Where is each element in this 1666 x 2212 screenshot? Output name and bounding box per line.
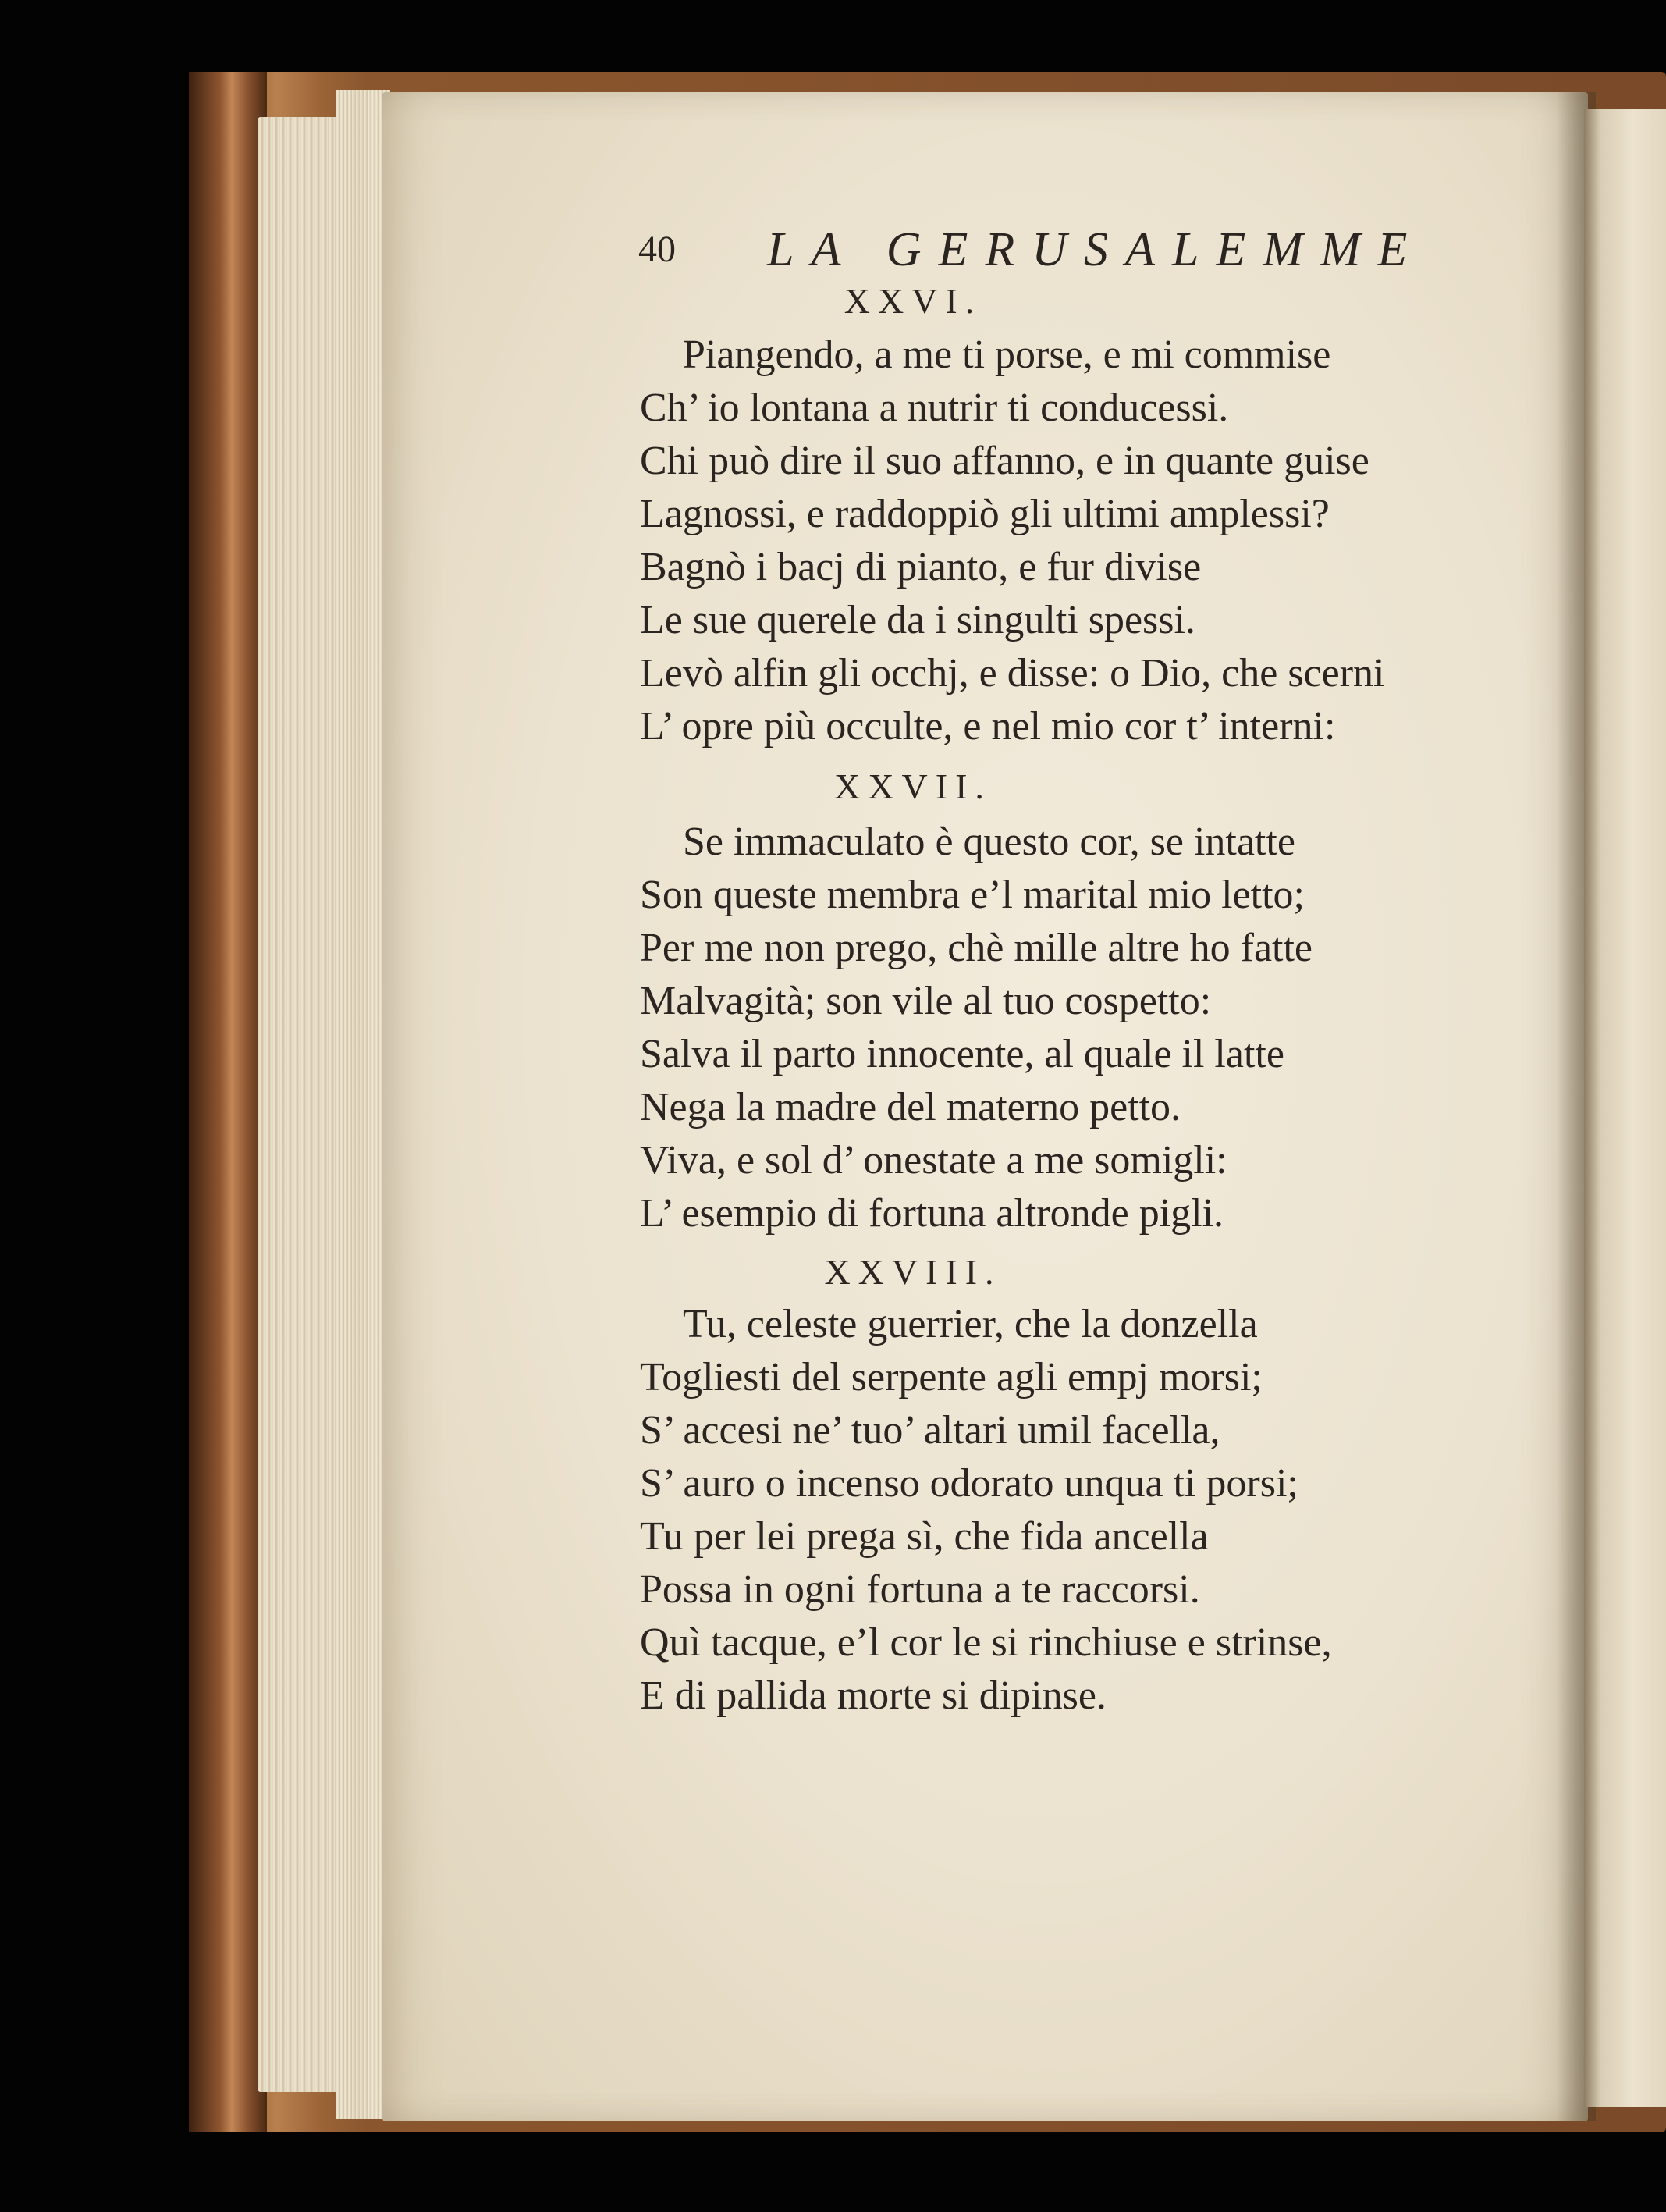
verse-line: Salva il parto innocente, al quale il latte <box>640 1032 1284 1076</box>
verse-line: Le sue querele da i singulti spessi. <box>640 598 1195 642</box>
stanza-number: XXVII. <box>834 766 992 806</box>
running-title: LA GERUSALEMME <box>767 223 1425 276</box>
verse-line: Viva, e sol d’ onestate a me somigli: <box>640 1138 1227 1182</box>
verse-line: Togliesti del serpente agli empj morsi; <box>640 1355 1263 1399</box>
verse-line: Chi può dire il suo affanno, e in quante guise <box>640 439 1369 483</box>
verse-line: Piangendo, a me ti porse, e mi commise <box>683 333 1331 377</box>
verse-line: Possa in ogni fortuna a te raccorsi. <box>640 1567 1200 1612</box>
verse-line: Ch’ io lontana a nutrir ti conducessi. <box>640 386 1229 430</box>
verse-line: L’ esempio di fortuna altronde pigli. <box>640 1191 1224 1236</box>
verse-line: Malvagità; son vile al tuo cospetto: <box>640 979 1212 1023</box>
verse-line: S’ accesi ne’ tuo’ altari umil facella, <box>640 1408 1220 1453</box>
verse-line: L’ opre più occulte, e nel mio cor t’ interni: <box>640 704 1336 749</box>
page-number: 40 <box>638 229 676 270</box>
verse-line: Levò alfin gli occhj, e disse: o Dio, che scerni <box>640 651 1385 695</box>
verse-line: Son queste membra e’l marital mio letto; <box>640 873 1305 917</box>
verse-line: Per me non prego, chè mille altre ho fatte <box>640 926 1313 970</box>
verse-line: Se immaculato è questo cor, se intatte <box>683 820 1295 864</box>
stanza-number: XXVIII. <box>824 1252 1002 1292</box>
verse-line: E di pallida morte si dipinse. <box>640 1673 1107 1718</box>
verse-line: Tu, celeste guerrier, che la donzella <box>683 1302 1258 1346</box>
verse-line: Quì tacque, e’l cor le si rinchiuse e strinse, <box>640 1620 1332 1665</box>
stanza-number: XXVI. <box>844 281 982 321</box>
verse-line: S’ auro o incenso odorato unqua ti porsi; <box>640 1461 1298 1506</box>
verse-line: Tu per lei prega sì, che fida ancella <box>640 1514 1209 1559</box>
verse-line: Bagnò i bacj di pianto, e fur divise <box>640 545 1202 589</box>
verse-line: Lagnossi, e raddoppiò gli ultimi amplessi? <box>640 492 1330 536</box>
page-header <box>638 219 1425 281</box>
verse-line: Nega la madre del materno petto. <box>640 1085 1181 1129</box>
